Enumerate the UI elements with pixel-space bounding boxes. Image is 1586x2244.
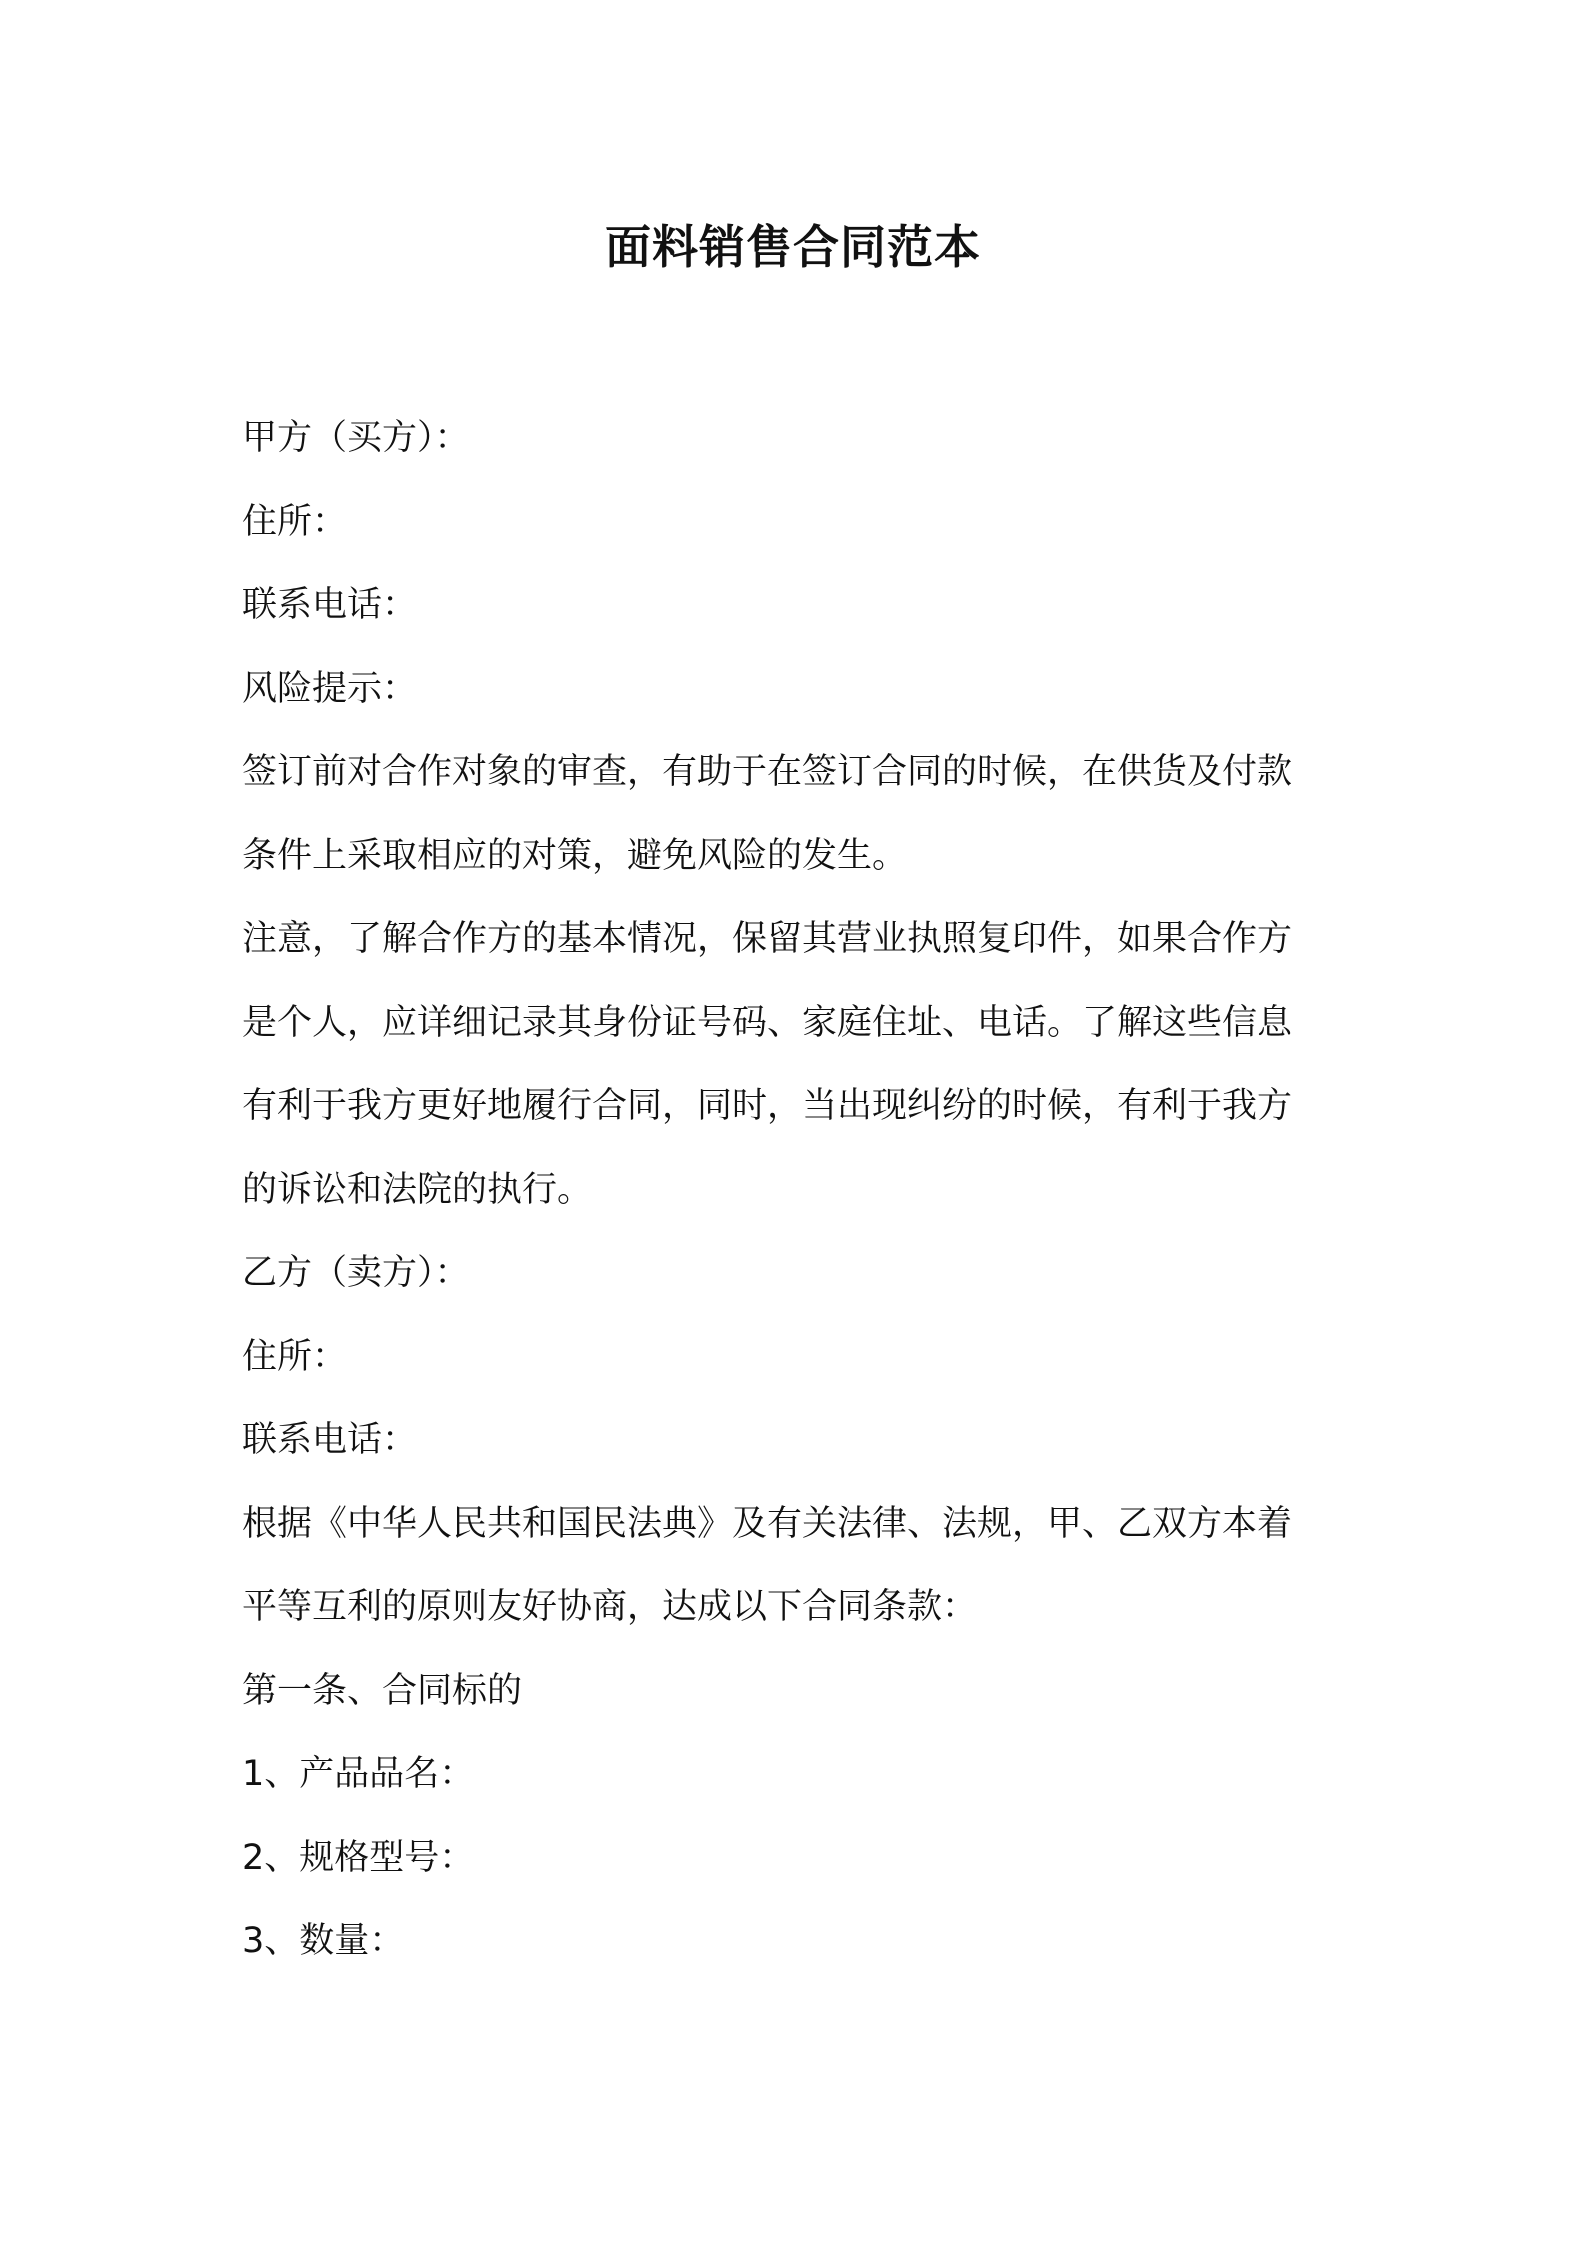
risk-notice-line: 签订前对合作对象的审查，有助于在签订合同的时候，在供货及付款 [242,752,1293,792]
party-b-phone-label: 联系电话： [242,1420,418,1460]
document-title: 面料销售合同范本 [605,220,981,274]
party-a-phone-label: 联系电话： [242,585,418,625]
attention-paragraph-line: 是个人，应详细记录其身份证号码、家庭住址、电话。了解这些信息 [242,1002,1293,1043]
document-body [242,397,1362,1984]
party-b-address-label: 住所： [242,1336,348,1377]
preamble-line: 根据《中华人民共和国民法典》及有关法律、法规，甲、乙双方本着 [242,1503,1293,1544]
party-b-label: 乙方（卖方）： [242,1253,470,1293]
article-one-heading: 第一条、合同标的 [242,1670,523,1711]
specification-item: 2、规格型号： [242,1837,475,1878]
risk-notice-line: 条件上采取相应的对策，避免风险的发生。 [242,835,908,876]
preamble-line: 平等互利的原则友好协商，达成以下合同条款： [242,1587,978,1627]
party-a-address-label: 住所： [242,501,348,542]
product-name-item: 1、产品品名： [242,1754,475,1794]
party-a-label: 甲方（买方）： [242,418,470,458]
attention-paragraph-line: 注意，了解合作方的基本情况，保留其营业执照复印件，如果合作方 [242,919,1293,959]
risk-notice-heading: 风险提示： [242,668,418,709]
attention-paragraph-line: 的诉讼和法院的执行。 [242,1169,593,1210]
attention-paragraph-line: 有利于我方更好地履行合同，同时，当出现纠纷的时候，有利于我方 [242,1086,1293,1126]
quantity-item: 3、数量： [242,1921,405,1961]
